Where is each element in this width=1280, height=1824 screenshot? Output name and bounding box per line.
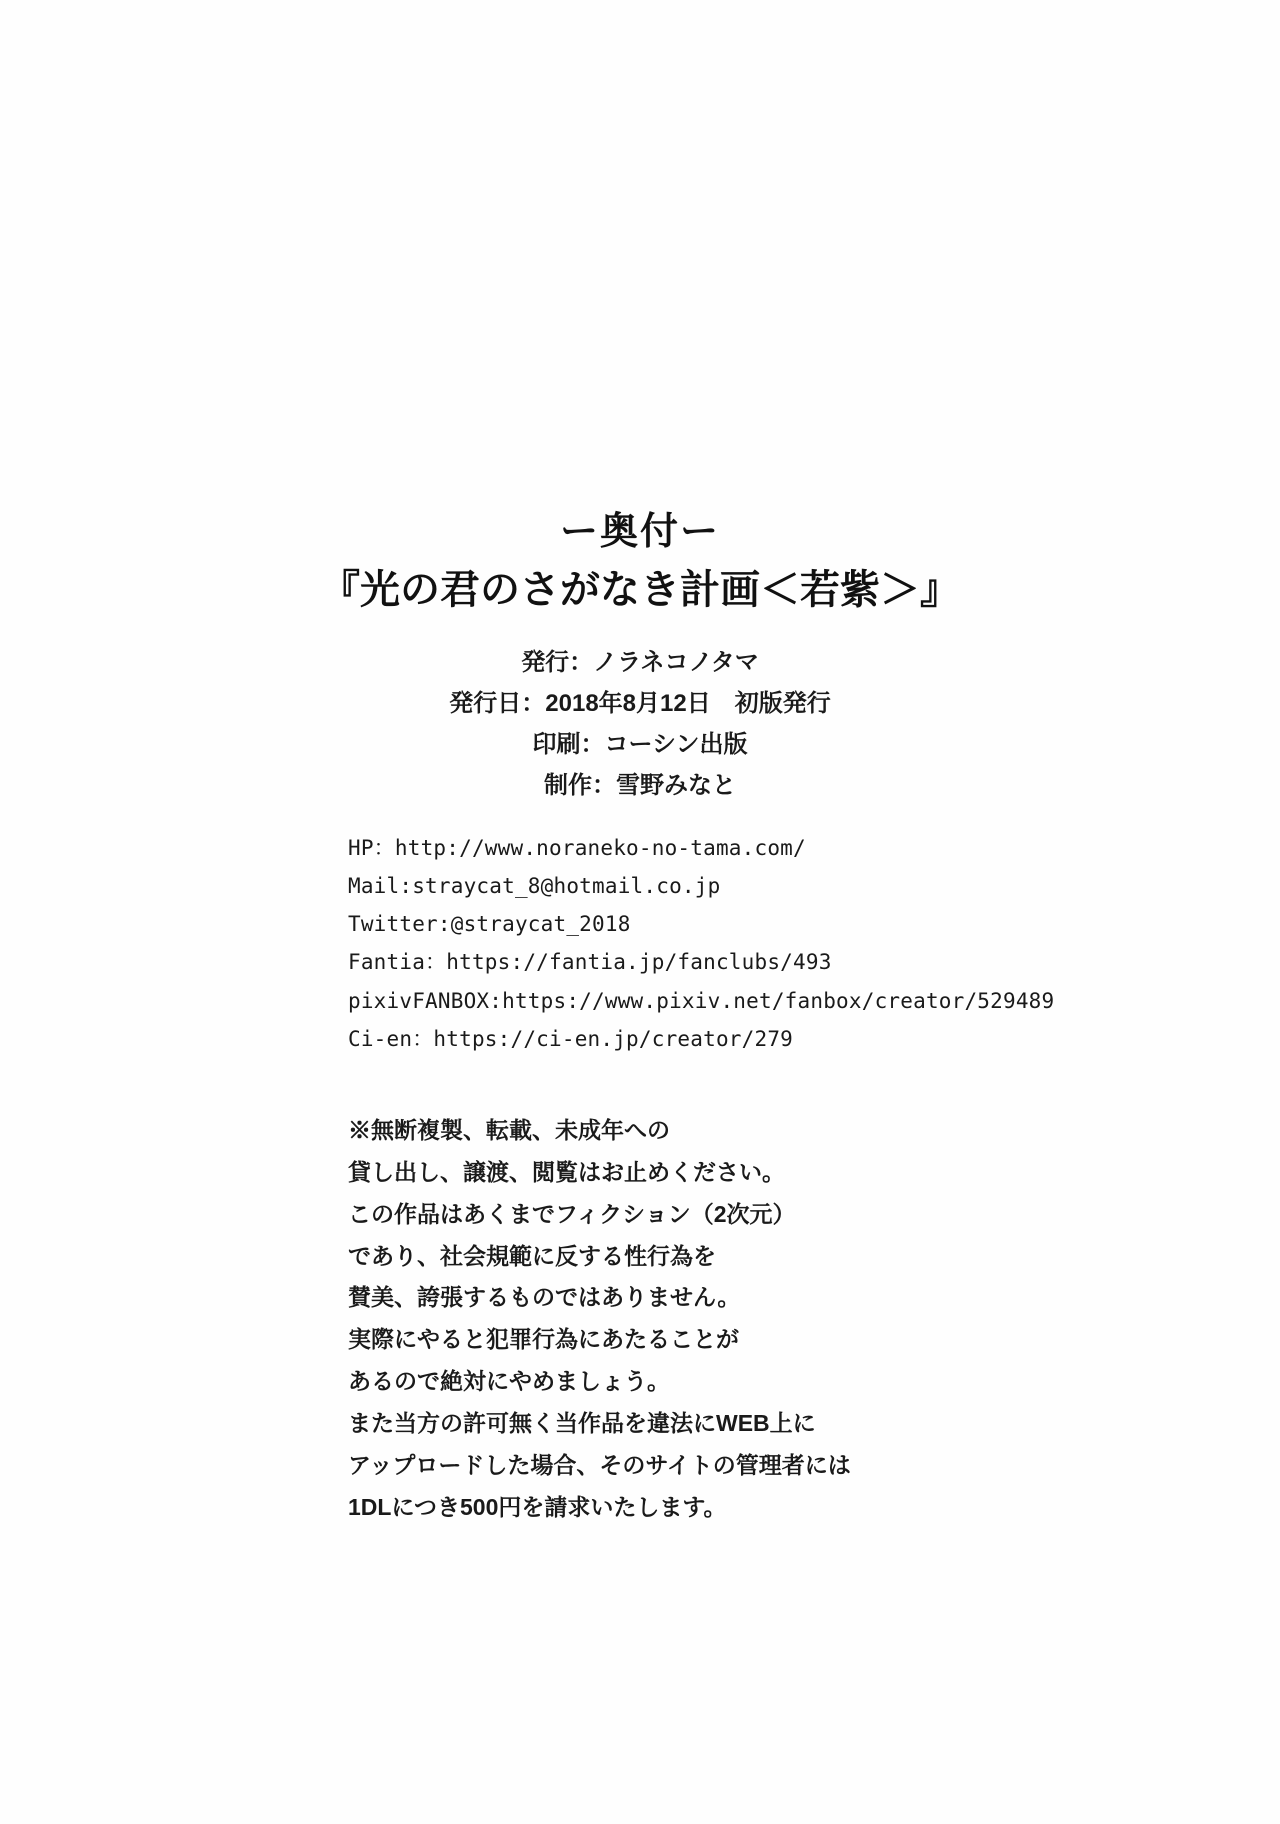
colophon-label: ー奥付ー (559, 511, 720, 553)
notice-line: また当方の許可無く当作品を違法にWEB上に (348, 1409, 816, 1436)
notice-line: アップロードした場合、そのサイトの管理者には (348, 1451, 851, 1478)
page-title: 『光の君のさがなき計画＜若紫＞』 (320, 567, 960, 612)
notice-line: ※無断複製、転載、未成年への (348, 1116, 670, 1143)
contact-twitter[interactable]: Twitter:@straycat_2018 (348, 912, 631, 937)
contact-homepage[interactable]: HP：http://www.noraneko-no-tama.com/ (348, 835, 806, 860)
credit-publish-date: 発行日：2018年8月12日 初版発行 (449, 689, 831, 717)
notice-line: この作品はあくまでフィクション（2次元） (348, 1200, 796, 1227)
colophon-heading (0, 510, 1280, 614)
notice-block (0, 1110, 1280, 1529)
notice-line: あるので絶対にやめましょう。 (348, 1368, 670, 1395)
credit-publisher: 発行：ノラネコノタマ (521, 648, 759, 676)
colophon-section (0, 510, 1280, 1529)
notice-line: 実際にやると犯罪行為にあたることが (348, 1326, 739, 1353)
contact-fantia[interactable]: Fantia：https://fantia.jp/fanclubs/493 (348, 950, 832, 975)
contact-mail[interactable]: Mail:straycat_8@hotmail.co.jp (348, 873, 721, 898)
credit-author: 制作：雪野みなと (544, 772, 736, 800)
contact-cien[interactable]: Ci-en：https://ci-en.jp/creator/279 (348, 1026, 794, 1051)
notice-line: 賛美、誇張するものではありません。 (348, 1284, 741, 1311)
notice-line: 貸し出し、譲渡、閲覧はお止めください。 (348, 1158, 785, 1185)
contacts-block (0, 829, 1280, 1058)
contact-pixivfanbox[interactable]: pixivFANBOX:https://www.pixiv.net/fanbox/creator/529489 (348, 988, 1055, 1013)
notice-line: 1DLにつき500円を請求いたします。 (348, 1493, 727, 1520)
credits-block (0, 642, 1280, 807)
notice-line: であり、社会規範に反する性行為を (348, 1242, 716, 1269)
credit-printer: 印刷：コーシン出版 (532, 731, 748, 759)
